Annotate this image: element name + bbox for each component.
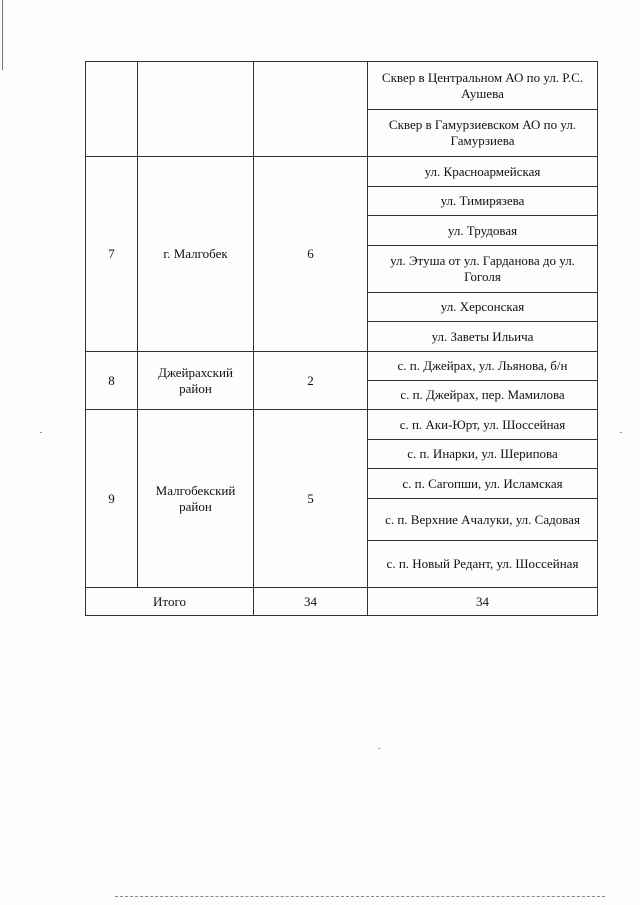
table-row <box>86 410 598 440</box>
municipality-cell <box>138 62 254 157</box>
street-cell: с. п. Джейрах, пер. Мамилова <box>368 381 598 410</box>
street-cell: с. п. Аки-Юрт, ул. Шоссейная <box>368 410 598 440</box>
table-row <box>86 352 598 381</box>
street-cell: ул. Тимирязева <box>368 187 598 216</box>
total-label-cell: Итого <box>86 588 254 616</box>
street-cell: с. п. Джейрах, ул. Льянова, б/н <box>368 352 598 381</box>
scan-speck <box>620 432 622 433</box>
scan-edge-mark <box>2 0 3 70</box>
municipality-cell: Джейрахский район <box>138 352 254 410</box>
row-number-cell <box>86 62 138 157</box>
site-count-cell: 6 <box>254 157 368 352</box>
total-count-cell: 34 <box>254 588 368 616</box>
row-number-cell: 7 <box>86 157 138 352</box>
street-cell: ул. Заветы Ильича <box>368 322 598 352</box>
row-number-cell: 8 <box>86 352 138 410</box>
municipality-cell: Малгобекский район <box>138 410 254 588</box>
total-row <box>86 588 598 616</box>
total-streets-cell: 34 <box>368 588 598 616</box>
row-number-cell: 9 <box>86 410 138 588</box>
street-cell: ул. Херсонская <box>368 293 598 322</box>
street-cell: с. п. Инарки, ул. Шерипова <box>368 440 598 469</box>
municipality-cell: г. Малгобек <box>138 157 254 352</box>
scan-speck <box>40 432 42 433</box>
site-count-cell: 5 <box>254 410 368 588</box>
site-count-cell <box>254 62 368 157</box>
page-bottom-rule <box>115 896 605 897</box>
street-cell: Сквер в Гамурзиевском АО по ул. Гамурзиева <box>368 110 598 157</box>
table-row <box>86 157 598 187</box>
street-cell: ул. Красноармейская <box>368 157 598 187</box>
sites-table <box>85 61 598 616</box>
street-cell: с. п. Верхние Ачалуки, ул. Садовая <box>368 499 598 541</box>
site-count-cell: 2 <box>254 352 368 410</box>
street-cell: ул. Трудовая <box>368 216 598 246</box>
table-row <box>86 62 598 110</box>
street-cell: Сквер в Центральном АО по ул. Р.С. Аушева <box>368 62 598 110</box>
street-cell: с. п. Новый Редант, ул. Шоссейная <box>368 541 598 588</box>
street-cell: с. п. Сагопши, ул. Исламская <box>368 469 598 499</box>
scan-speck <box>378 748 380 749</box>
street-cell: ул. Этуша от ул. Гарданова до ул. Гоголя <box>368 246 598 293</box>
